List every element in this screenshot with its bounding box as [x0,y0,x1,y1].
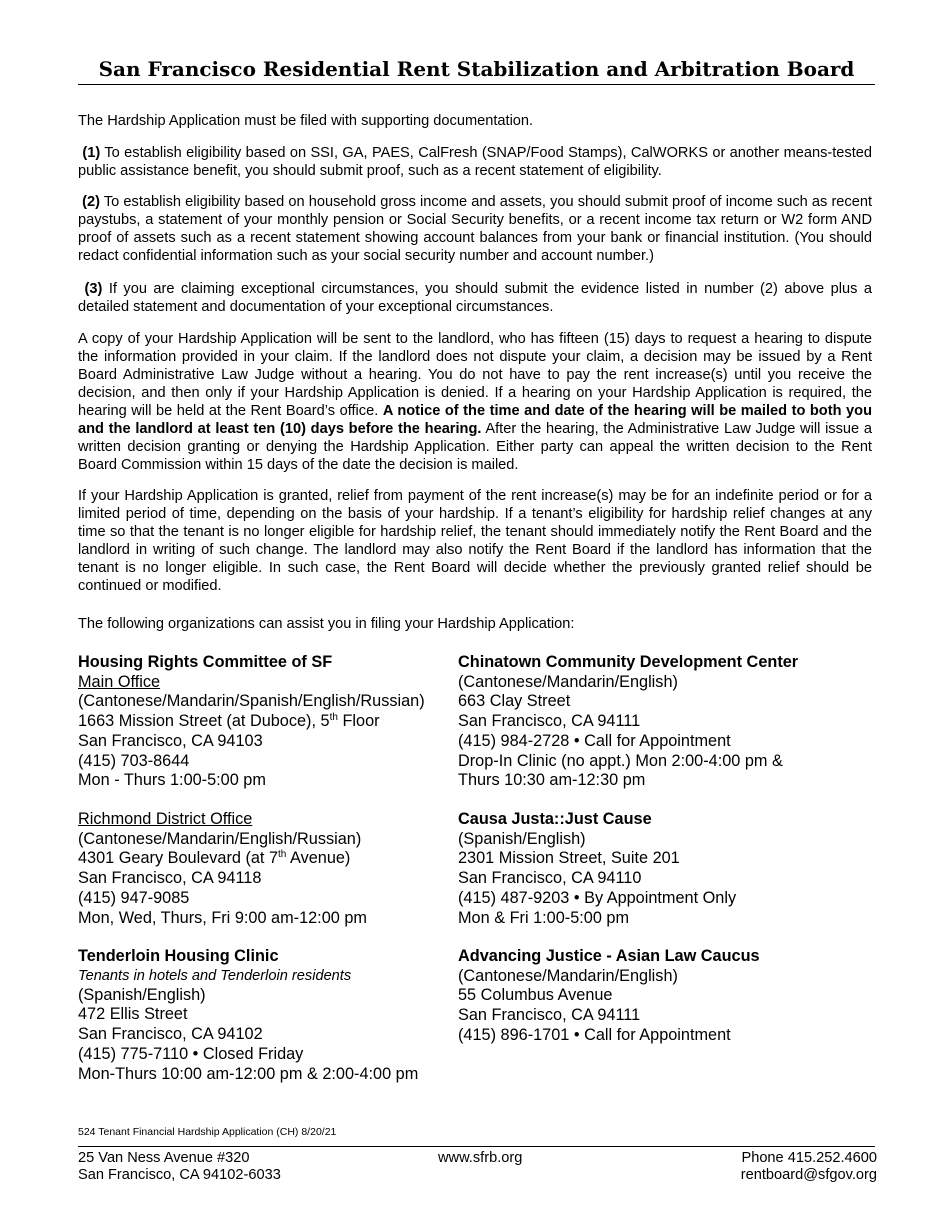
languages: (Cantonese/Mandarin/English/Russian) [78,829,362,848]
street-address: 472 Ellis Street [78,1005,188,1024]
form-identifier: 524 Tenant Financial Hardship Application (CH) 8/20/21 [78,1126,337,1138]
city: San Francisco, CA 94118 [78,869,262,888]
org-chinatown-cdc [458,653,798,791]
hours: Mon - Thurs 1:00-5:00 pm [78,771,266,790]
org-name: Housing Rights Committee of SF [78,653,333,671]
languages: (Cantonese/Mandarin/English) [458,672,678,691]
item-2-paragraph [78,193,872,265]
street-address: 2301 Mission Street, Suite 201 [458,849,680,868]
city: San Francisco, CA 94111 [458,712,641,731]
street-address: 55 Columbus Avenue [458,986,613,1005]
phone: (415) 984-2728 • Call for Appointment [458,731,731,750]
org-tenderloin-housing-clinic [78,947,418,1084]
org-note: Tenants in hotels and Tenderloin residents [78,967,352,984]
hearing-paragraph [78,330,872,474]
phone: (415) 487-9203 • By Appointment Only [458,888,737,907]
street-text-end: Floor [337,712,380,731]
footer-phone: Phone 415.252.4600 [741,1150,877,1166]
street-address: 663 Clay Street [458,692,571,711]
phone: (415) 703-8644 [78,751,190,770]
hearing-text-1: A copy of your Hardship Application will be sent to the landlord, who has fifteen (15) days to request a hearing to dispute the information provided in your claim. If the landlord does not dispute your claim, a decision may be issued by a Rent Board Administrative Law Judge without a hearing. You do not have to pay the rent increase(s) until you receive the decision, and then only if your Hardship Application is denied. If a hearing on your Hardship Application is required, the hearing will be held at the Rent Board’s office. [78,331,872,419]
dropin-hours-cont: Thurs 10:30 am-12:30 pm [458,771,646,790]
item-2-number: (2) [82,194,100,210]
item-3-number: (3) [84,281,103,297]
phone: (415) 896-1701 • Call for Appointment [458,1025,731,1044]
phone: (415) 775-7110 • Closed Friday [78,1044,304,1063]
hearing-notice-bold: A notice of the time and date of the hearing will be mailed to both you and the landlord at least ten (10) days before the hearing. [78,403,872,437]
item-3-text: If you are claiming exceptional circumstances, you should submit the evidence listed in number (2) above plus a detailed statement and documentation of your exceptional circumstances. [78,281,872,315]
footer-contact [741,1150,877,1184]
page-title: San Francisco Residential Rent Stabilization and Arbitration Board [98,57,855,81]
org-name: Causa Justa::Just Cause [458,810,652,828]
org-asian-law-caucus [458,947,760,1046]
footer-address-line1: 25 Van Ness Avenue #320 [78,1150,250,1166]
office-label-main: Main Office [78,672,161,691]
item-1-text: To establish eligibility based on SSI, GA, PAES, CalFresh (SNAP/Food Stamps), CalWORKS or another means-tested public assistance benefit, you should submit proof, such as a recent statement of eligibility. [78,145,872,179]
ordinal-suffix: th [329,712,338,724]
item-2-text: To establish eligibility based on household gross income and assets, you should submit proof of income such as recent paystubs, a statement of your monthly pension or Social Security benefits, or a recent income tax return or W2 form AND proof of assets such as a recent statement showing account balances from your bank or financial institution. (You should redact confidential information such as your social security number and account number.) [78,194,872,264]
footer-website: www.sfrb.org [438,1150,523,1166]
languages: (Spanish/English) [78,985,206,1004]
street-text-end: Avenue) [286,849,351,868]
hours: Mon-Thurs 10:00 am-12:00 pm & 2:00-4:00 pm [78,1064,419,1083]
phone: (415) 947-9085 [78,888,190,907]
office-label-richmond: Richmond District Office [78,810,253,828]
org-name: Tenderloin Housing Clinic [78,947,279,965]
item-1-number: (1) [82,145,101,161]
languages: (Spanish/English) [458,829,586,848]
languages: (Cantonese/Mandarin/English) [458,966,678,985]
hours: Mon, Wed, Thurs, Fri 9:00 am-12:00 pm [78,908,367,927]
org-causa-justa [458,810,736,928]
city: San Francisco, CA 94111 [458,1006,641,1025]
footer-email: rentboard@sfgov.org [740,1167,877,1183]
languages: (Cantonese/Mandarin/Spanish/English/Russian) [78,692,425,711]
intro-paragraph: The Hardship Application must be filed with supporting documentation. [78,113,534,129]
footer-address [78,1150,281,1184]
org-housing-rights-committee [78,653,425,791]
street-text: 4301 Geary Boulevard (at 7 [78,849,279,868]
city: San Francisco, CA 94102 [78,1025,263,1044]
org-name: Chinatown Community Development Center [458,653,799,671]
item-3-paragraph [78,280,872,316]
hearing-text-2: After the hearing, the Administrative Law Judge will issue a written decision granting or denying the Hardship Application. Either party can appeal the written decision to the Rent Board Commission within 15 days of the date the decision is mailed. [78,421,872,473]
street-address [78,712,425,732]
orgs-intro: The following organizations can assist you in filing your Hardship Application: [78,616,575,632]
dropin-hours: Drop-In Clinic (no appt.) Mon 2:00-4:00 pm & [458,751,783,770]
city: San Francisco, CA 94103 [78,731,263,750]
hours: Mon & Fri 1:00-5:00 pm [458,908,630,927]
footer-address-line2: San Francisco, CA 94102-6033 [78,1167,281,1183]
org-name: Advancing Justice - Asian Law Caucus [458,947,760,965]
ordinal-suffix: th [278,849,287,861]
street-text: 1663 Mission Street (at Duboce), 5 [78,712,330,731]
org-housing-rights-committee-richmond [78,810,367,928]
title-divider [78,84,875,85]
footer-divider [78,1146,875,1147]
relief-paragraph: If your Hardship Application is granted, relief from payment of the rent increase(s) may be for an indefinite period or for a limited period of time, depending on the basis of your hardship. If a tenant’s eligibility for hardship relief changes at any time so that the tenant is no longer eligible for hardship relief, the tenant should immediately notify the Rent Board and the landlord in writing of such change. The landlord may also notify the Rent Board if the landlord has information that the tenant is no longer eligible. In such case, the Rent Board will decide whether the previously granted relief should be continued or modified. [78,488,872,594]
street-address [78,849,367,869]
item-1-paragraph [78,144,872,180]
city: San Francisco, CA 94110 [458,869,642,888]
